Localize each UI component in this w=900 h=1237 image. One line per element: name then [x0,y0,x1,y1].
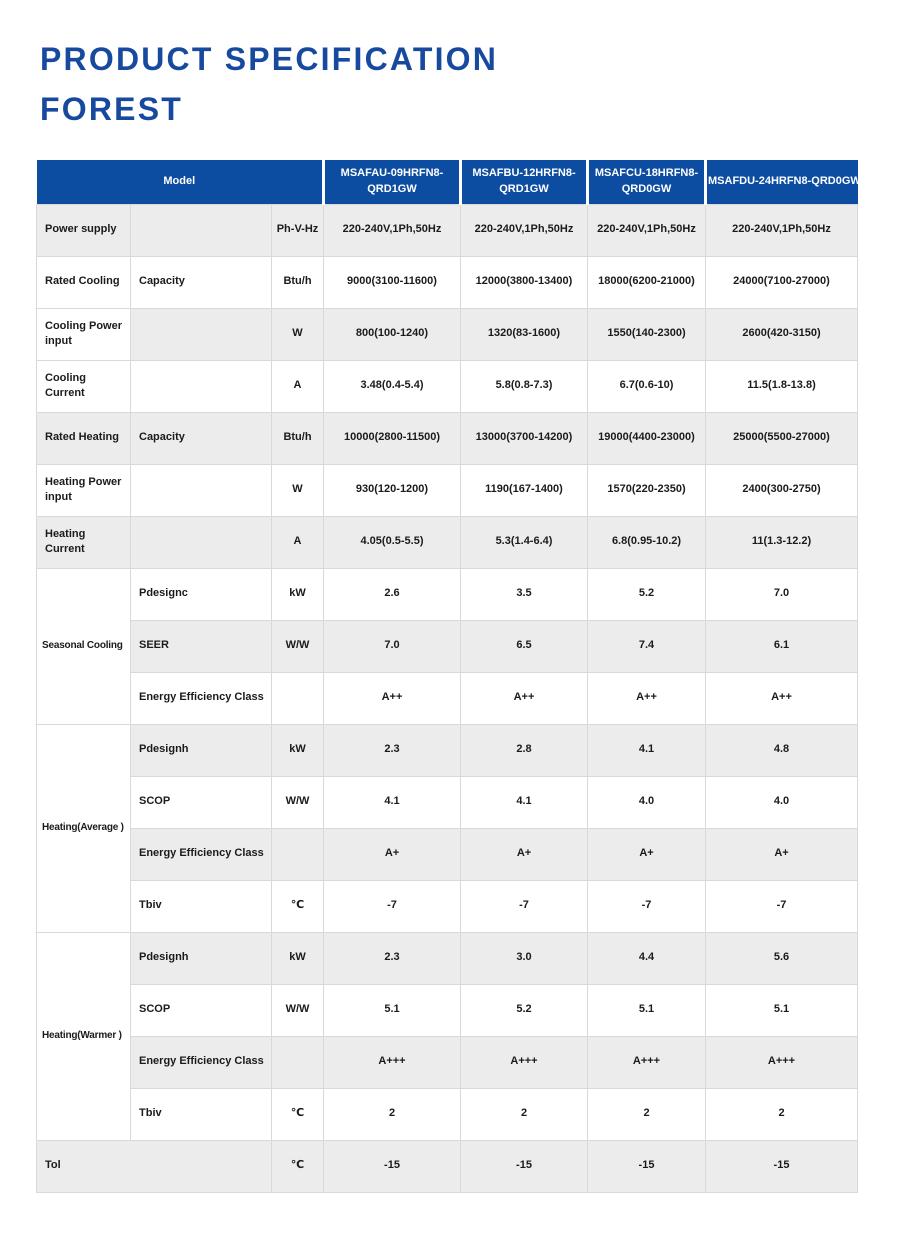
unit-cell: ℃ [272,880,324,932]
sub-label-cell: Pdesignc [131,568,272,620]
table-row [37,256,858,308]
value-cell: A+ [324,828,461,880]
unit-cell [272,828,324,880]
table-row [37,204,858,256]
header-row [37,160,858,204]
value-cell: A+ [461,828,588,880]
group-label-cell: Seasonal Cooling [37,568,131,724]
model-header-cell: MSAFBU-12HRFN8-QRD1GW [461,160,588,204]
sub-label-cell: Energy Efficiency Class [131,828,272,880]
value-cell: 19000(4400-23000) [588,412,706,464]
value-cell: -15 [461,1140,588,1192]
value-cell: 13000(3700-14200) [461,412,588,464]
group-label-cell: Heating(Warmer ) [37,932,131,1140]
table-row [37,932,858,984]
unit-cell: Btu/h [272,256,324,308]
row-label-cell: Cooling Power input [37,308,131,360]
value-cell: 4.0 [588,776,706,828]
table-row [37,1036,858,1088]
value-cell: 220-240V,1Ph,50Hz [588,204,706,256]
value-cell: 220-240V,1Ph,50Hz [461,204,588,256]
value-cell: 4.1 [324,776,461,828]
unit-cell: W/W [272,620,324,672]
sub-label-cell [131,204,272,256]
sub-label-cell: SCOP [131,776,272,828]
value-cell: 3.48(0.4-5.4) [324,360,461,412]
model-header-cell: MSAFDU-24HRFN8-QRD0GW [706,160,858,204]
value-cell: 2.8 [461,724,588,776]
value-cell: 5.3(1.4-6.4) [461,516,588,568]
value-cell: 2.3 [324,724,461,776]
value-cell: 24000(7100-27000) [706,256,858,308]
value-cell: 25000(5500-27000) [706,412,858,464]
value-cell: 3.5 [461,568,588,620]
unit-cell: Btu/h [272,412,324,464]
sub-label-cell: Capacity [131,412,272,464]
unit-cell: W/W [272,776,324,828]
sub-label-cell: Energy Efficiency Class [131,1036,272,1088]
value-cell: 2.6 [324,568,461,620]
value-cell: A+++ [461,1036,588,1088]
value-cell: 1550(140-2300) [588,308,706,360]
value-cell: A++ [324,672,461,724]
value-cell: 7.4 [588,620,706,672]
value-cell: A+++ [324,1036,461,1088]
unit-cell: ℃ [272,1088,324,1140]
sub-label-cell [131,464,272,516]
table-row [37,308,858,360]
table-row [37,620,858,672]
table-row [37,464,858,516]
value-cell: 11.5(1.8-13.8) [706,360,858,412]
unit-cell: W [272,464,324,516]
value-cell: 5.8(0.8-7.3) [461,360,588,412]
table-row [37,984,858,1036]
sub-label-cell [131,308,272,360]
page-title [40,34,498,134]
value-cell: 5.2 [461,984,588,1036]
model-header-cell: MSAFCU-18HRFN8-QRD0GW [588,160,706,204]
sub-label-cell: SCOP [131,984,272,1036]
value-cell: A+ [706,828,858,880]
table-row [37,672,858,724]
value-cell: 7.0 [324,620,461,672]
group-label-cell: Heating(Average ) [37,724,131,932]
value-cell: 5.6 [706,932,858,984]
value-cell: 5.1 [588,984,706,1036]
value-cell: -15 [324,1140,461,1192]
value-cell: 4.0 [706,776,858,828]
value-cell: A+ [588,828,706,880]
unit-cell: Ph-V-Hz [272,204,324,256]
sub-label-cell: Tbiv [131,880,272,932]
value-cell: 2 [324,1088,461,1140]
unit-cell [272,1036,324,1088]
value-cell: 6.5 [461,620,588,672]
value-cell: -7 [324,880,461,932]
value-cell: 930(120-1200) [324,464,461,516]
unit-cell: ℃ [272,1140,324,1192]
spec-table [36,160,861,1193]
sub-label-cell: Energy Efficiency Class [131,672,272,724]
sub-label-cell: Capacity [131,256,272,308]
table-row [37,724,858,776]
unit-cell: kW [272,724,324,776]
unit-cell: W/W [272,984,324,1036]
spec-table-header [37,160,861,204]
value-cell: -15 [706,1140,858,1192]
value-cell: 6.7(0.6-10) [588,360,706,412]
value-cell: 2 [588,1088,706,1140]
row-label-cell: Rated Cooling [37,256,131,308]
table-row [37,828,858,880]
table-row [37,568,858,620]
value-cell: 4.05(0.5-5.5) [324,516,461,568]
table-row [37,516,858,568]
sub-label-cell: Tbiv [131,1088,272,1140]
unit-cell [272,672,324,724]
value-cell: 4.1 [588,724,706,776]
value-cell: -7 [461,880,588,932]
value-cell: -7 [706,880,858,932]
model-label-cell: Model [37,160,324,204]
row-label-cell: Rated Heating [37,412,131,464]
table-row [37,1140,858,1192]
unit-cell: kW [272,932,324,984]
value-cell: 5.1 [324,984,461,1036]
value-cell: 9000(3100-11600) [324,256,461,308]
spec-table-body [37,204,858,1192]
value-cell: 2400(300-2750) [706,464,858,516]
value-cell: 7.0 [706,568,858,620]
value-cell: 800(100-1240) [324,308,461,360]
value-cell: 5.1 [706,984,858,1036]
table-row [37,776,858,828]
row-label-cell: Cooling Current [37,360,131,412]
value-cell: 2 [461,1088,588,1140]
value-cell: A++ [588,672,706,724]
sub-label-cell: SEER [131,620,272,672]
model-header-cell: MSAFAU-09HRFN8-QRD1GW [324,160,461,204]
value-cell: 10000(2800-11500) [324,412,461,464]
value-cell: 220-240V,1Ph,50Hz [324,204,461,256]
row-label-cell: Heating Power input [37,464,131,516]
row-label-cell: Tol [37,1140,272,1192]
value-cell: 3.0 [461,932,588,984]
value-cell: 1570(220-2350) [588,464,706,516]
title-line-product-specification: PRODUCT SPECIFICATION [40,41,499,77]
value-cell: 6.1 [706,620,858,672]
value-cell: -7 [588,880,706,932]
value-cell: 11(1.3-12.2) [706,516,858,568]
value-cell: 18000(6200-21000) [588,256,706,308]
value-cell: 12000(3800-13400) [461,256,588,308]
table-row [37,360,858,412]
sub-label-cell: Pdesignh [131,932,272,984]
unit-cell: kW [272,568,324,620]
sub-label-cell [131,516,272,568]
value-cell: 2 [706,1088,858,1140]
value-cell: 4.4 [588,932,706,984]
value-cell: 5.2 [588,568,706,620]
value-cell: 4.8 [706,724,858,776]
title-line-series-name: FOREST [40,91,183,127]
value-cell: 1320(83-1600) [461,308,588,360]
unit-cell: A [272,360,324,412]
value-cell: A+++ [588,1036,706,1088]
sub-label-cell [131,360,272,412]
value-cell: 220-240V,1Ph,50Hz [706,204,858,256]
value-cell: -15 [588,1140,706,1192]
unit-cell: W [272,308,324,360]
table-row [37,412,858,464]
table-row [37,880,858,932]
value-cell: A+++ [706,1036,858,1088]
row-label-cell: Heating Current [37,516,131,568]
value-cell: 6.8(0.95-10.2) [588,516,706,568]
value-cell: 1190(167-1400) [461,464,588,516]
unit-cell: A [272,516,324,568]
value-cell: 2.3 [324,932,461,984]
value-cell: A++ [706,672,858,724]
value-cell: 2600(420-3150) [706,308,858,360]
sub-label-cell: Pdesignh [131,724,272,776]
table-row [37,1088,858,1140]
row-label-cell: Power supply [37,204,131,256]
value-cell: A++ [461,672,588,724]
value-cell: 4.1 [461,776,588,828]
